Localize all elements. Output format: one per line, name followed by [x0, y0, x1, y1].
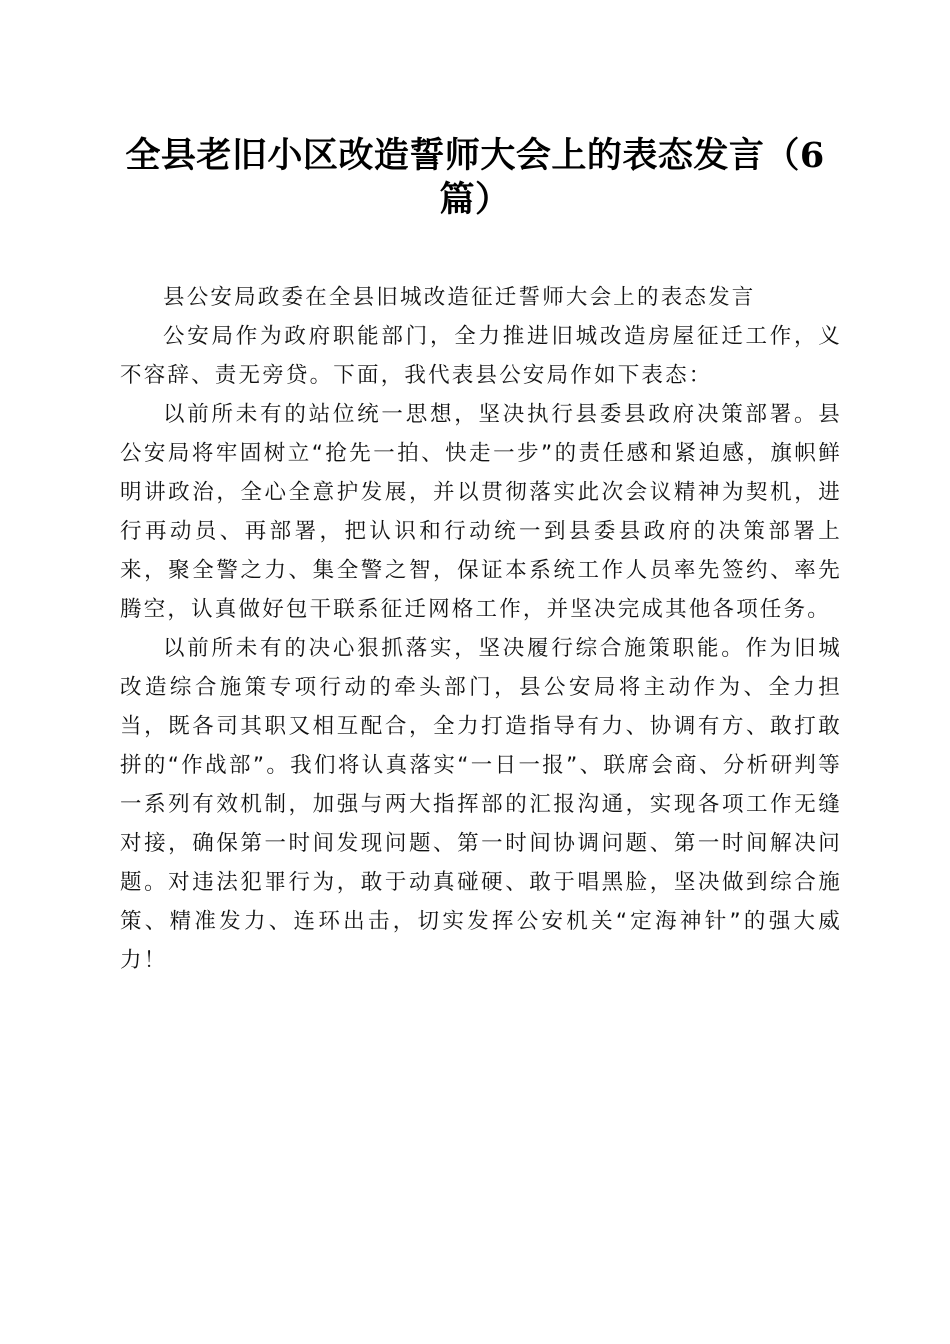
subtitle-paragraph: 县公安局政委在全县旧城改造征迁誓师大会上的表态发言 — [163, 285, 756, 310]
document-title: 全县老旧小区改造誓师大会上的表态发言（6篇） — [125, 135, 825, 220]
document-body — [120, 278, 842, 980]
body-paragraph-1: 以前所未有的站位统一思想，坚决执行县委县政府决策部署。县公安局将牢固树立“抢先一拍、快走一步”的责任感和紧迫感，旗帜鲜明讲政治，全心全意护发展，并以贯彻落实此次会议精神为契机，进行再动员、再部署，把认识和行动统一到县委县政府的决策部署上来，聚全警之力、集全警之智，保证本系统工作人员率先签约、率先腾空，认真做好包干联系征迁网格工作，并坚决完成其他各项任务。 — [120, 402, 842, 622]
intro-paragraph: 公安局作为政府职能部门，全力推进旧城改造房屋征迁工作，义不容辞、责无旁贷。下面，我代表县公安局作如下表态： — [120, 324, 842, 388]
body-paragraph-2: 以前所未有的决心狠抓落实，坚决履行综合施策职能。作为旧城改造综合施策专项行动的牵头部门，县公安局将主动作为、全力担当，既各司其职又相互配合，全力打造指导有力、协调有方、敢打敢拼的“作战部”。我们将认真落实“一日一报”、联席会商、分析研判等一系列有效机制，加强与两大指挥部的汇报沟通，实现各项工作无缝对接，确保第一时间发现问题、第一时间协调问题、第一时间解决问题。对违法犯罪行为，敢于动真碰硬、敢于唱黑脸，坚决做到综合施策、精准发力、连环出击，切实发挥公安机关“定海神针”的强大威力！ — [120, 636, 842, 973]
